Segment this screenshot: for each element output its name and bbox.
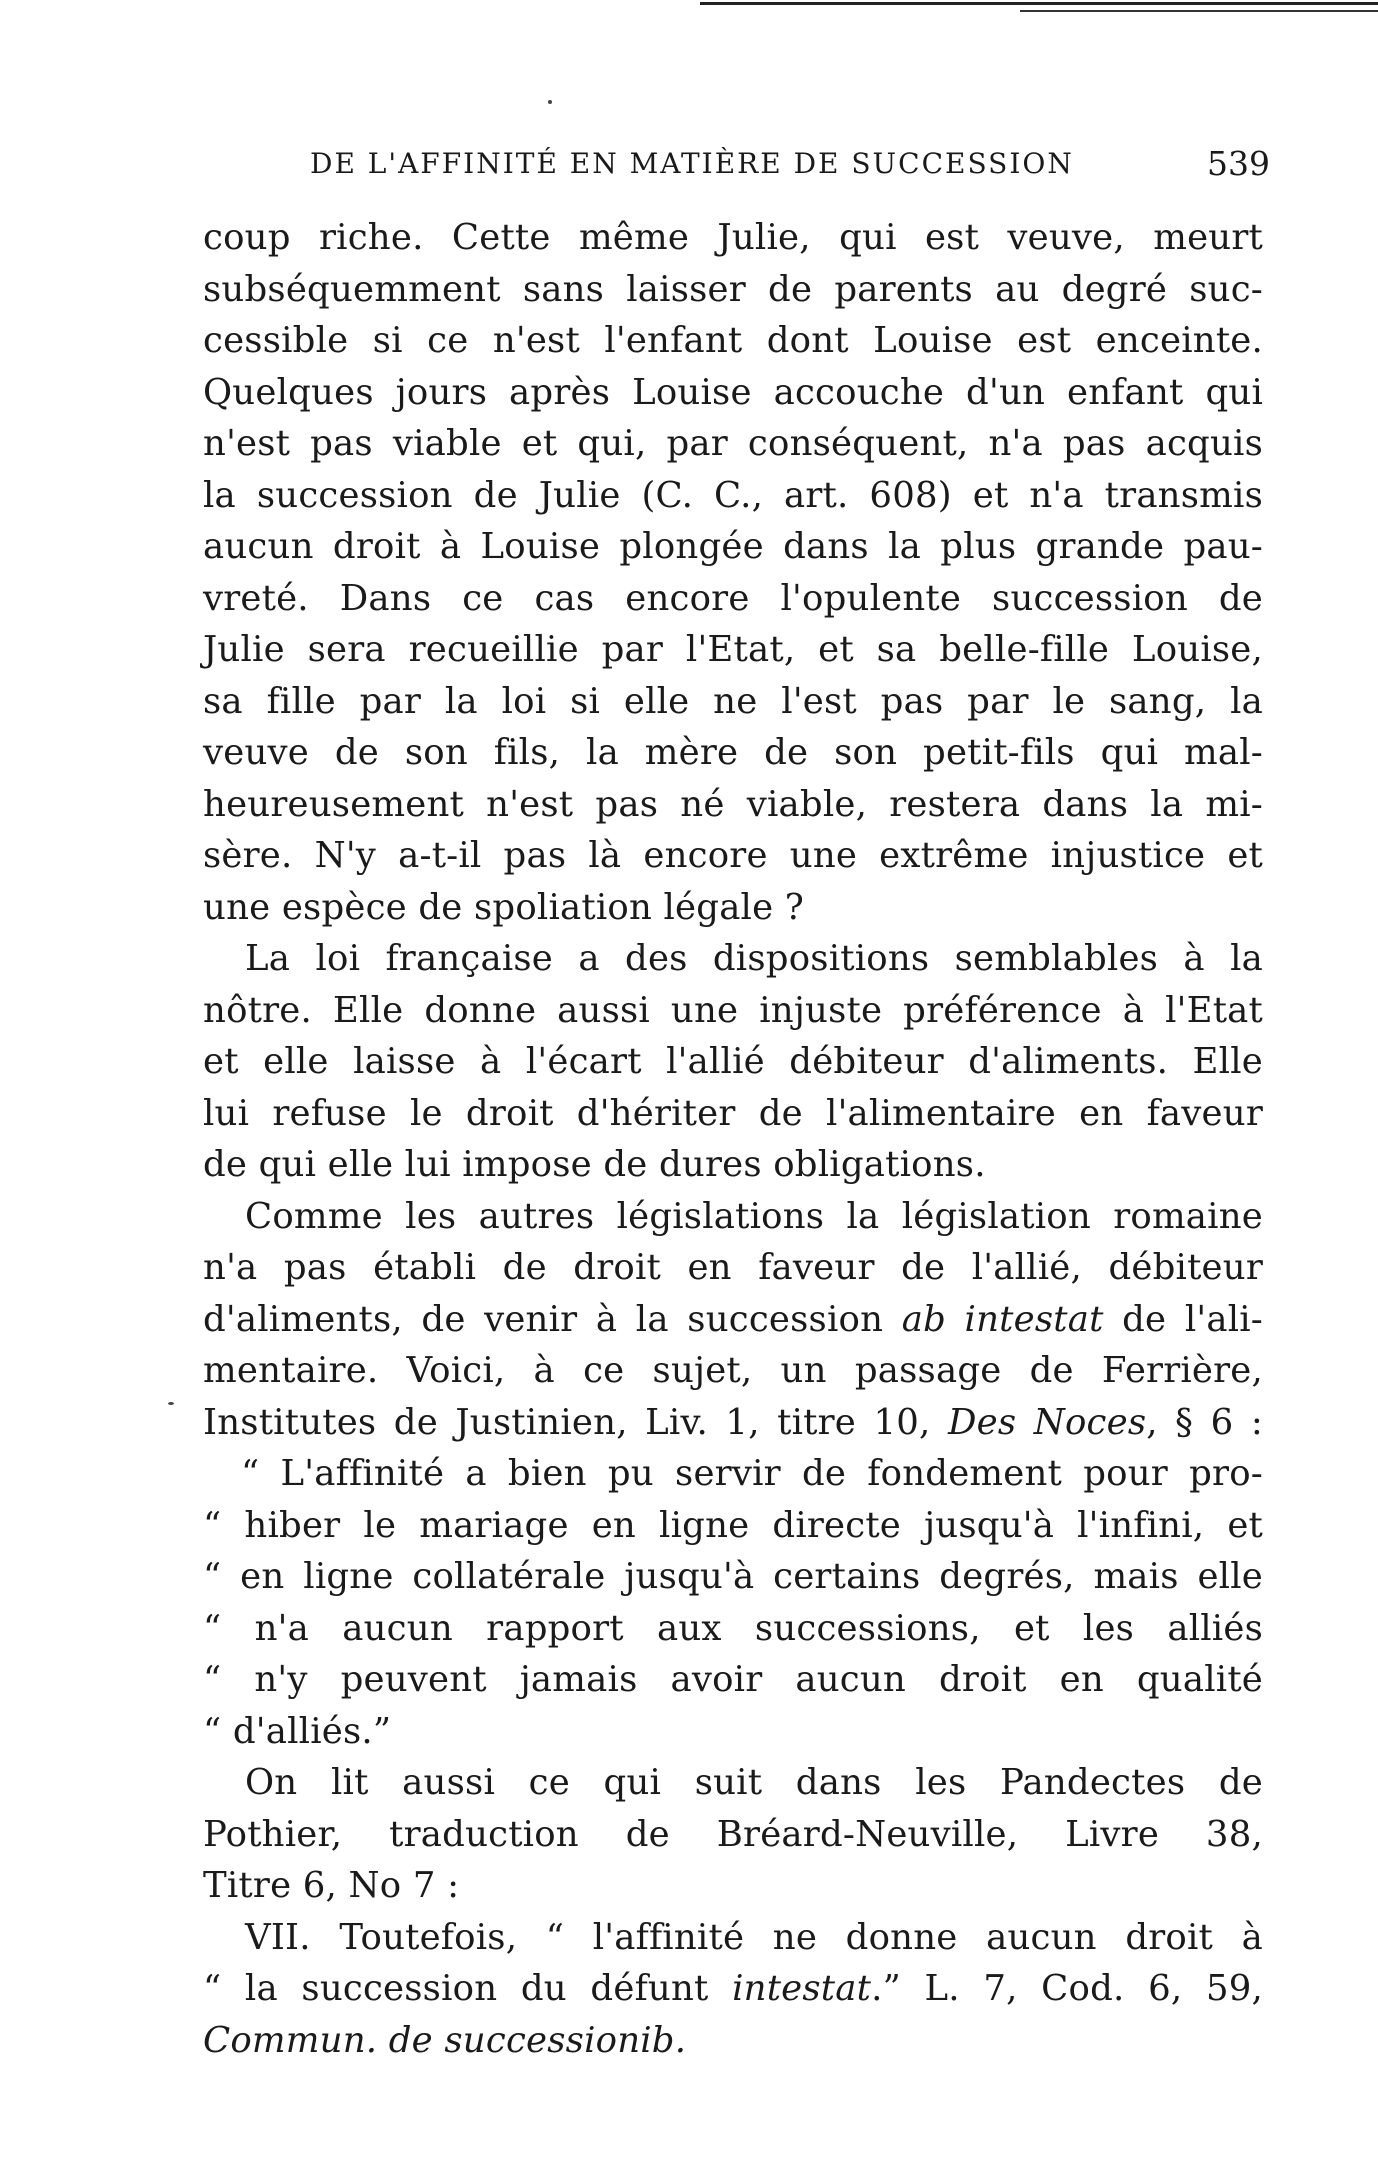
top-edge-rule: [700, 2, 1378, 5]
italic-term: intestat: [732, 1968, 872, 2009]
quote-line: “ hiber le mariage en ligne directe jusqu'à l'infini, et: [203, 1504, 1263, 1546]
quote-line: “ n'a aucun rapport aux successions, et les alliés: [203, 1607, 1263, 1649]
text-line: Julie sera recueillie par l'Etat, et sa belle-fille Louise,: [203, 629, 1263, 670]
text-line: Quelques jours après Louise accouche d'un enfant qui: [203, 371, 1263, 413]
text-line: Titre 6, No 7 :: [203, 1865, 460, 1906]
running-header: [310, 142, 1270, 186]
page-body: [203, 212, 1263, 2066]
text-line: coup riche. Cette même Julie, qui est veuve, meurt: [203, 217, 1263, 258]
text-line: mentaire. Voici, à ce sujet, un passage de Ferrière,: [203, 1350, 1263, 1391]
text-run: “ la succession du défunt: [203, 1968, 733, 2009]
text-line: VII. Toutefois, “ l'affinité ne donne aucun droit à: [245, 1916, 1263, 1958]
quote-line: “ n'y peuvent jamais avoir aucun droit en qualité: [203, 1659, 1263, 1700]
text-line: cessible si ce n'est l'enfant dont Louise est enceinte.: [203, 320, 1263, 361]
text-line: subséquemment sans laisser de parents au degré suc-: [203, 268, 1263, 310]
running-title: DE L'AFFINITÉ EN MATIÈRE DE SUCCESSION: [310, 147, 1074, 180]
text-line: heureusement n'est pas né viable, restera dans la mi-: [203, 783, 1263, 825]
text-line: La loi française a des dispositions semblables à la: [245, 938, 1263, 979]
text-run: de l'ali-: [1103, 1298, 1263, 1340]
text-line: lui refuse le droit d'hériter de l'alimentaire en faveur: [203, 1092, 1263, 1134]
text-line: de qui elle lui impose de dures obligations.: [203, 1144, 986, 1185]
print-speck: [548, 100, 552, 104]
text-run: d'aliments, de venir à la succession: [203, 1298, 902, 1340]
text-line: la succession de Julie (C. C., art. 608) et n'a transmis: [203, 474, 1263, 516]
text-run: Institutes de Justinien, Liv. 1, titre 10,: [203, 1401, 948, 1443]
page-number: 539: [1207, 144, 1270, 183]
top-edge-rule-secondary: [1020, 10, 1378, 12]
text-line: veuve de son fils, la mère de son petit-fils qui mal-: [203, 732, 1263, 773]
text-line: [203, 1294, 1263, 1346]
quote-line: “ d'alliés.”: [203, 1710, 392, 1752]
text-line: n'est pas viable et qui, par conséquent, n'a pas acquis: [203, 423, 1263, 464]
text-line: Pothier, traduction de Bréard-Neuville, Livre 38,: [203, 1813, 1263, 1855]
italic-title: Des Noces: [947, 1401, 1147, 1443]
text-line: [203, 1963, 1263, 2015]
text-line: On lit aussi ce qui suit dans les Pandectes de: [245, 1762, 1263, 1803]
text-line: [203, 1397, 1263, 1449]
italic-term: ab intestat: [901, 1298, 1104, 1340]
text-run: , § 6 :: [1146, 1401, 1263, 1443]
text-line: et elle laisse à l'écart l'allié débiteur d'aliments. Elle: [203, 1041, 1263, 1082]
italic-citation: Commun. de successionib.: [203, 2019, 687, 2061]
text-line: sa fille par la loi si elle ne l'est pas par le sang, la: [203, 680, 1263, 722]
text-line: n'a pas établi de droit en faveur de l'allié, débiteur: [203, 1247, 1263, 1288]
quote-line: “ en ligne collatérale jusqu'à certains degrés, mais elle: [203, 1556, 1263, 1597]
text-line: nôtre. Elle donne aussi une injuste préférence à l'Etat: [203, 989, 1263, 1031]
text-line: sère. N'y a-t-il pas là encore une extrême injustice et: [203, 835, 1263, 876]
quote-line: “ L'affinité a bien pu servir de fondement pour pro-: [241, 1453, 1263, 1494]
print-speck: [168, 1402, 174, 1405]
text-run: .” L. 7, Cod. 6, 59,: [871, 1968, 1263, 2009]
text-line: aucun droit à Louise plongée dans la plus grande pau-: [203, 526, 1263, 567]
text-line: Comme les autres législations la législation romaine: [245, 1195, 1263, 1237]
text-line: vreté. Dans ce cas encore l'opulente succession de: [203, 577, 1263, 619]
text-line: une espèce de spoliation légale ?: [203, 886, 805, 928]
